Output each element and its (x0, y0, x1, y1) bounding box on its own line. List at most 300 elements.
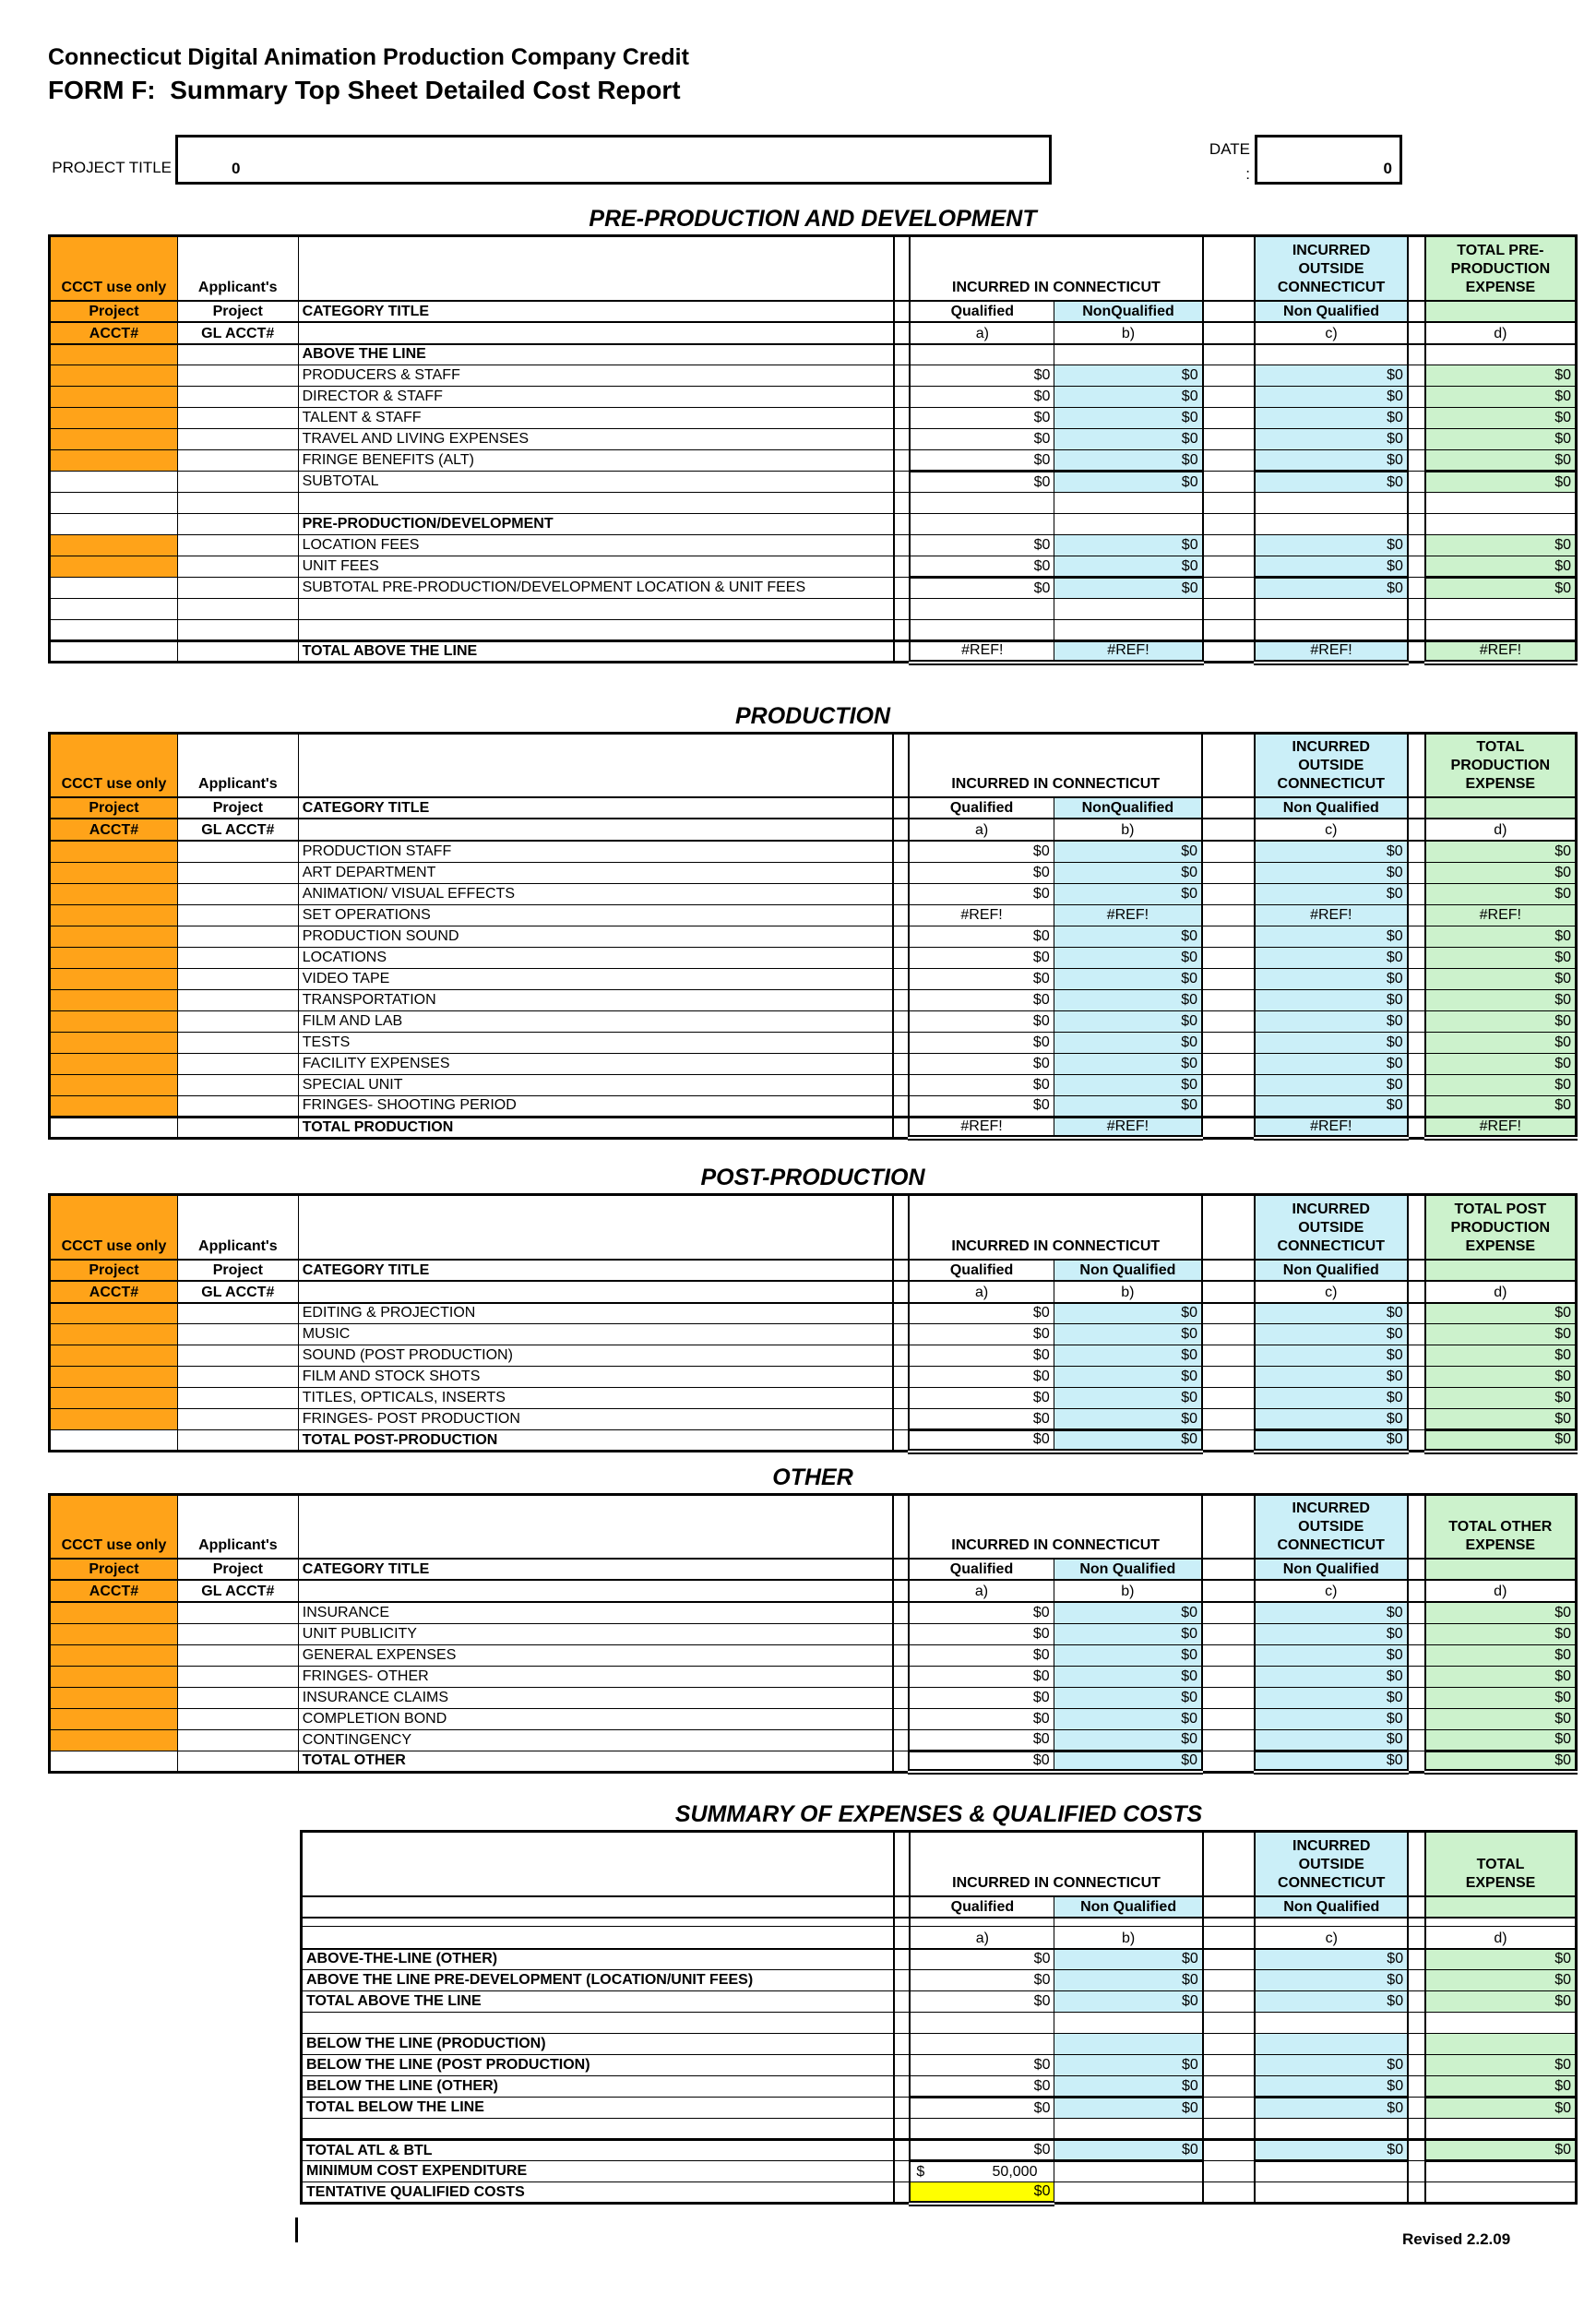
cell-outside-ct[interactable]: $0 (1255, 1666, 1408, 1687)
cell-total[interactable]: $0 (1425, 387, 1577, 408)
cell-total[interactable]: $0 (1425, 1053, 1577, 1074)
cell-qualified[interactable]: $0 (910, 1991, 1054, 2013)
gl-acct-cell[interactable] (177, 1324, 298, 1345)
cell-outside-ct[interactable]: $0 (1255, 1991, 1408, 2013)
gl-acct-cell[interactable] (177, 1644, 298, 1666)
ccct-acct-cell[interactable] (50, 599, 178, 620)
cell-outside-ct[interactable]: $0 (1255, 1409, 1408, 1430)
ccct-acct-cell[interactable] (50, 344, 178, 365)
cell-total[interactable]: $0 (1425, 1729, 1577, 1751)
cell-nonqualified-in[interactable] (1054, 2161, 1203, 2182)
cell-qualified[interactable]: $0 (909, 1010, 1054, 1032)
cell-nonqualified-in[interactable]: $0 (1054, 408, 1203, 429)
cell-qualified[interactable]: $0 (910, 2182, 1054, 2204)
cell-qualified[interactable]: $0 (909, 1032, 1054, 1053)
cell-nonqualified-in[interactable]: $0 (1054, 365, 1203, 387)
cell-outside-ct[interactable]: $0 (1255, 989, 1408, 1010)
cell-nonqualified-in[interactable]: $0 (1054, 1095, 1202, 1117)
cell-total[interactable]: $0 (1425, 1991, 1576, 2013)
ccct-acct-cell[interactable] (50, 926, 178, 947)
gl-acct-cell[interactable] (177, 472, 298, 493)
cell-qualified[interactable]: $0 (910, 450, 1054, 472)
cell-nonqualified-in[interactable]: $0 (1054, 472, 1203, 493)
gl-acct-cell[interactable] (177, 1053, 298, 1074)
ccct-acct-cell[interactable] (50, 1367, 178, 1388)
cell-total[interactable]: $0 (1425, 1949, 1576, 1970)
cell-qualified[interactable]: $0 (909, 1053, 1054, 1074)
cell-nonqualified-in[interactable]: $0 (1054, 926, 1202, 947)
gl-acct-cell[interactable] (177, 1729, 298, 1751)
cell-outside-ct[interactable]: $0 (1255, 1053, 1408, 1074)
gl-acct-cell[interactable] (177, 1117, 298, 1138)
cell-outside-ct[interactable]: $0 (1255, 1430, 1408, 1452)
ccct-acct-cell[interactable] (50, 1409, 178, 1430)
cell-qualified[interactable]: $0 (910, 1949, 1054, 1970)
cell-nonqualified-in[interactable]: $0 (1054, 1666, 1202, 1687)
cell-total[interactable]: $0 (1425, 472, 1577, 493)
cell-qualified[interactable]: #REF! (909, 904, 1054, 926)
cell-qualified[interactable]: $0 (909, 841, 1054, 862)
cell-total[interactable]: $0 (1425, 1623, 1577, 1644)
gl-acct-cell[interactable] (177, 599, 298, 620)
cell-qualified[interactable]: $0 (909, 1303, 1054, 1324)
gl-acct-cell[interactable] (177, 450, 298, 472)
cell-outside-ct[interactable]: $0 (1255, 535, 1408, 556)
cell-qualified[interactable]: $0 (909, 1687, 1054, 1708)
cell-outside-ct[interactable] (1255, 493, 1408, 514)
cell-total[interactable] (1425, 2119, 1576, 2140)
cell-total[interactable]: $0 (1425, 1345, 1577, 1367)
cell-outside-ct[interactable]: $0 (1255, 450, 1408, 472)
gl-acct-cell[interactable] (177, 1303, 298, 1324)
cell-nonqualified-in[interactable]: $0 (1054, 1430, 1202, 1452)
cell-nonqualified-in[interactable]: $0 (1054, 2140, 1203, 2161)
cell-total[interactable] (1425, 493, 1577, 514)
cell-nonqualified-in[interactable]: $0 (1054, 2098, 1203, 2119)
cell-qualified[interactable]: $0 (909, 1666, 1054, 1687)
cell-outside-ct[interactable]: $0 (1255, 429, 1408, 450)
cell-outside-ct[interactable]: $0 (1255, 1032, 1408, 1053)
gl-acct-cell[interactable] (177, 1074, 298, 1095)
cell-nonqualified-in[interactable]: #REF! (1054, 1117, 1202, 1138)
cell-nonqualified-in[interactable]: $0 (1054, 1687, 1202, 1708)
cell-nonqualified-in[interactable]: $0 (1054, 2055, 1203, 2076)
ccct-acct-cell[interactable] (50, 1687, 178, 1708)
cell-qualified[interactable]: $0 (909, 1708, 1054, 1729)
cell-total[interactable]: $0 (1425, 1367, 1577, 1388)
gl-acct-cell[interactable] (177, 408, 298, 429)
cell-qualified[interactable]: $0 (909, 1074, 1054, 1095)
project-title-input[interactable] (175, 135, 1052, 185)
cell-outside-ct[interactable]: $0 (1255, 862, 1408, 883)
gl-acct-cell[interactable] (177, 1010, 298, 1032)
ccct-acct-cell[interactable] (50, 1430, 178, 1452)
gl-acct-cell[interactable] (177, 1388, 298, 1409)
ccct-acct-cell[interactable] (50, 1095, 178, 1117)
gl-acct-cell[interactable] (177, 365, 298, 387)
cell-nonqualified-in[interactable]: $0 (1054, 1388, 1202, 1409)
cell-outside-ct[interactable] (1255, 599, 1408, 620)
cell-nonqualified-in[interactable]: $0 (1054, 841, 1202, 862)
ccct-acct-cell[interactable] (50, 947, 178, 968)
cell-qualified[interactable] (910, 2161, 1054, 2182)
gl-acct-cell[interactable] (177, 556, 298, 578)
cell-qualified[interactable]: $0 (910, 472, 1054, 493)
cell-qualified[interactable] (910, 599, 1054, 620)
ccct-acct-cell[interactable] (50, 1751, 178, 1772)
ccct-acct-cell[interactable] (50, 841, 178, 862)
cell-total[interactable]: $0 (1425, 1303, 1577, 1324)
ccct-acct-cell[interactable] (50, 883, 178, 904)
cell-total[interactable]: $0 (1425, 1095, 1577, 1117)
cell-nonqualified-in[interactable] (1054, 2013, 1203, 2034)
gl-acct-cell[interactable] (177, 1602, 298, 1623)
gl-acct-cell[interactable] (177, 1367, 298, 1388)
cell-total[interactable]: $0 (1425, 2055, 1576, 2076)
cell-outside-ct[interactable]: $0 (1255, 947, 1408, 968)
cell-total[interactable]: $0 (1425, 556, 1577, 578)
cell-nonqualified-in[interactable]: $0 (1054, 862, 1202, 883)
gl-acct-cell[interactable] (177, 1430, 298, 1452)
cell-qualified[interactable] (910, 2013, 1054, 2034)
cell-nonqualified-in[interactable]: $0 (1054, 1644, 1202, 1666)
ccct-acct-cell[interactable] (50, 641, 178, 663)
cell-outside-ct[interactable]: $0 (1255, 1388, 1408, 1409)
cell-qualified[interactable]: $0 (910, 578, 1054, 599)
cell-qualified[interactable]: $0 (909, 1324, 1054, 1345)
ccct-acct-cell[interactable] (50, 1666, 178, 1687)
cell-qualified[interactable]: $0 (909, 1644, 1054, 1666)
cell-outside-ct[interactable]: $0 (1255, 1729, 1408, 1751)
ccct-acct-cell[interactable] (50, 1303, 178, 1324)
cell-total[interactable]: $0 (1425, 1666, 1577, 1687)
gl-acct-cell[interactable] (177, 493, 298, 514)
cell-nonqualified-in[interactable]: $0 (1054, 556, 1203, 578)
cell-outside-ct[interactable]: $0 (1255, 1708, 1408, 1729)
cell-outside-ct[interactable] (1255, 2034, 1408, 2055)
cell-qualified[interactable]: $0 (909, 989, 1054, 1010)
cell-qualified[interactable]: $0 (910, 2098, 1054, 2119)
cell-outside-ct[interactable]: $0 (1255, 1751, 1408, 1772)
gl-acct-cell[interactable] (177, 429, 298, 450)
cell-nonqualified-in[interactable]: #REF! (1054, 641, 1203, 663)
cell-qualified[interactable]: $0 (909, 1430, 1054, 1452)
cell-total[interactable]: $0 (1425, 1970, 1576, 1991)
cell-outside-ct[interactable]: $0 (1255, 387, 1408, 408)
ccct-acct-cell[interactable] (50, 450, 178, 472)
cell-qualified[interactable]: $0 (909, 1095, 1054, 1117)
cell-nonqualified-in[interactable]: $0 (1054, 1602, 1202, 1623)
gl-acct-cell[interactable] (177, 968, 298, 989)
cell-nonqualified-in[interactable]: $0 (1054, 989, 1202, 1010)
cell-qualified[interactable] (910, 514, 1054, 535)
cell-total[interactable] (1425, 620, 1577, 641)
cell-outside-ct[interactable] (1255, 620, 1408, 641)
cell-outside-ct[interactable]: $0 (1255, 2055, 1408, 2076)
cell-total[interactable] (1425, 344, 1577, 365)
cell-outside-ct[interactable]: $0 (1255, 1602, 1408, 1623)
cell-qualified[interactable] (910, 2034, 1054, 2055)
ccct-acct-cell[interactable] (50, 1623, 178, 1644)
ccct-acct-cell[interactable] (50, 620, 178, 641)
cell-qualified[interactable]: $0 (909, 883, 1054, 904)
cell-outside-ct[interactable]: #REF! (1255, 1117, 1408, 1138)
cell-outside-ct[interactable]: $0 (1255, 1010, 1408, 1032)
cell-total[interactable]: $0 (1425, 1602, 1577, 1623)
cell-nonqualified-in[interactable]: $0 (1054, 1751, 1202, 1772)
gl-acct-cell[interactable] (177, 841, 298, 862)
cell-total[interactable] (1425, 2182, 1576, 2204)
cell-nonqualified-in[interactable] (1054, 620, 1203, 641)
cell-nonqualified-in[interactable]: $0 (1054, 578, 1203, 599)
cell-qualified[interactable]: $0 (910, 429, 1054, 450)
cell-total[interactable]: $0 (1425, 862, 1577, 883)
cell-total[interactable]: $0 (1425, 1388, 1577, 1409)
cell-total[interactable]: $0 (1425, 1751, 1577, 1772)
cell-nonqualified-in[interactable] (1054, 514, 1203, 535)
cell-total[interactable]: #REF! (1425, 1117, 1577, 1138)
cell-total[interactable]: $0 (1425, 1074, 1577, 1095)
cell-qualified[interactable]: #REF! (909, 1117, 1054, 1138)
gl-acct-cell[interactable] (177, 1751, 298, 1772)
date-input[interactable] (1255, 135, 1402, 185)
ccct-acct-cell[interactable] (50, 904, 178, 926)
cell-qualified[interactable]: $0 (909, 1751, 1054, 1772)
cell-qualified[interactable]: $0 (909, 968, 1054, 989)
cell-qualified[interactable]: $0 (909, 1602, 1054, 1623)
ccct-acct-cell[interactable] (50, 1117, 178, 1138)
cell-outside-ct[interactable] (1255, 2161, 1408, 2182)
cell-qualified[interactable]: #REF! (910, 641, 1054, 663)
cell-total[interactable]: $0 (1425, 883, 1577, 904)
cell-qualified[interactable] (910, 2119, 1054, 2140)
cell-qualified[interactable]: $0 (910, 387, 1054, 408)
cell-outside-ct[interactable] (1255, 2119, 1408, 2140)
ccct-acct-cell[interactable] (50, 387, 178, 408)
ccct-acct-cell[interactable] (50, 862, 178, 883)
cell-total[interactable]: $0 (1425, 2098, 1576, 2119)
cell-outside-ct[interactable] (1255, 344, 1408, 365)
cell-total[interactable] (1425, 2161, 1576, 2182)
cell-nonqualified-in[interactable]: $0 (1054, 1010, 1202, 1032)
gl-acct-cell[interactable] (177, 1095, 298, 1117)
cell-nonqualified-in[interactable]: $0 (1054, 535, 1203, 556)
cell-outside-ct[interactable]: $0 (1255, 1367, 1408, 1388)
cell-outside-ct[interactable]: $0 (1255, 556, 1408, 578)
cell-qualified[interactable]: $0 (909, 1367, 1054, 1388)
cell-total[interactable]: $0 (1425, 1409, 1577, 1430)
cell-nonqualified-in[interactable]: $0 (1054, 387, 1203, 408)
ccct-acct-cell[interactable] (50, 1644, 178, 1666)
gl-acct-cell[interactable] (177, 989, 298, 1010)
cell-total[interactable]: $0 (1425, 1010, 1577, 1032)
cell-qualified[interactable]: $0 (910, 1970, 1054, 1991)
cell-nonqualified-in[interactable]: $0 (1054, 1409, 1202, 1430)
cell-total[interactable]: $0 (1425, 1687, 1577, 1708)
cell-outside-ct[interactable]: $0 (1255, 2140, 1408, 2161)
cell-total[interactable] (1425, 514, 1577, 535)
cell-qualified[interactable]: $0 (909, 1623, 1054, 1644)
cell-nonqualified-in[interactable]: $0 (1054, 429, 1203, 450)
ccct-acct-cell[interactable] (50, 365, 178, 387)
cell-nonqualified-in[interactable]: $0 (1054, 1991, 1203, 2013)
cell-total[interactable]: #REF! (1425, 904, 1577, 926)
cell-total[interactable]: $0 (1425, 1430, 1577, 1452)
cell-total[interactable] (1425, 2013, 1576, 2034)
cell-nonqualified-in[interactable]: $0 (1054, 883, 1202, 904)
cell-qualified[interactable]: $0 (909, 1729, 1054, 1751)
cell-outside-ct[interactable] (1255, 2182, 1408, 2204)
cell-outside-ct[interactable] (1255, 2013, 1408, 2034)
cell-total[interactable]: $0 (1425, 2076, 1576, 2098)
cell-nonqualified-in[interactable] (1054, 599, 1203, 620)
cell-outside-ct[interactable]: $0 (1255, 1970, 1408, 1991)
ccct-acct-cell[interactable] (50, 535, 178, 556)
ccct-acct-cell[interactable] (50, 1602, 178, 1623)
gl-acct-cell[interactable] (177, 387, 298, 408)
cell-outside-ct[interactable]: $0 (1255, 1949, 1408, 1970)
ccct-acct-cell[interactable] (50, 1074, 178, 1095)
cell-total[interactable] (1425, 599, 1577, 620)
cell-nonqualified-in[interactable]: $0 (1054, 1074, 1202, 1095)
cell-nonqualified-in[interactable] (1054, 2182, 1203, 2204)
cell-outside-ct[interactable]: $0 (1255, 1644, 1408, 1666)
gl-acct-cell[interactable] (177, 947, 298, 968)
gl-acct-cell[interactable] (177, 883, 298, 904)
cell-nonqualified-in[interactable]: #REF! (1054, 904, 1202, 926)
cell-total[interactable]: #REF! (1425, 641, 1577, 663)
cell-qualified[interactable]: $0 (910, 408, 1054, 429)
ccct-acct-cell[interactable] (50, 578, 178, 599)
ccct-acct-cell[interactable] (50, 1708, 178, 1729)
cell-outside-ct[interactable]: $0 (1255, 841, 1408, 862)
cell-nonqualified-in[interactable]: $0 (1054, 947, 1202, 968)
cell-total[interactable]: $0 (1425, 1324, 1577, 1345)
cell-total[interactable]: $0 (1425, 1644, 1577, 1666)
cell-total[interactable]: $0 (1425, 989, 1577, 1010)
ccct-acct-cell[interactable] (50, 472, 178, 493)
cell-total[interactable]: $0 (1425, 947, 1577, 968)
cell-qualified[interactable]: $0 (909, 947, 1054, 968)
gl-acct-cell[interactable] (177, 904, 298, 926)
cell-qualified[interactable] (910, 493, 1054, 514)
ccct-acct-cell[interactable] (50, 493, 178, 514)
ccct-acct-cell[interactable] (50, 1345, 178, 1367)
cell-outside-ct[interactable]: $0 (1255, 1687, 1408, 1708)
gl-acct-cell[interactable] (177, 1708, 298, 1729)
gl-acct-cell[interactable] (177, 1345, 298, 1367)
cell-qualified[interactable]: $0 (909, 926, 1054, 947)
ccct-acct-cell[interactable] (50, 1010, 178, 1032)
ccct-acct-cell[interactable] (50, 1388, 178, 1409)
cell-nonqualified-in[interactable]: $0 (1054, 2076, 1203, 2098)
ccct-acct-cell[interactable] (50, 1053, 178, 1074)
cell-outside-ct[interactable]: #REF! (1255, 641, 1408, 663)
cell-outside-ct[interactable]: $0 (1255, 883, 1408, 904)
gl-acct-cell[interactable] (177, 1409, 298, 1430)
cell-outside-ct[interactable]: $0 (1255, 1324, 1408, 1345)
cell-outside-ct[interactable]: $0 (1255, 1074, 1408, 1095)
cell-nonqualified-in[interactable]: $0 (1054, 1345, 1202, 1367)
gl-acct-cell[interactable] (177, 862, 298, 883)
cell-total[interactable]: $0 (1425, 968, 1577, 989)
gl-acct-cell[interactable] (177, 1623, 298, 1644)
cell-qualified[interactable]: $0 (909, 862, 1054, 883)
cell-total[interactable]: $0 (1425, 1032, 1577, 1053)
cell-total[interactable] (1425, 2034, 1576, 2055)
cell-outside-ct[interactable]: #REF! (1255, 904, 1408, 926)
cell-qualified[interactable]: $0 (909, 1388, 1054, 1409)
cell-qualified[interactable]: $0 (910, 2055, 1054, 2076)
cell-outside-ct[interactable]: $0 (1255, 968, 1408, 989)
cell-nonqualified-in[interactable]: $0 (1054, 1970, 1203, 1991)
cell-total[interactable]: $0 (1425, 535, 1577, 556)
ccct-acct-cell[interactable] (50, 556, 178, 578)
ccct-acct-cell[interactable] (50, 989, 178, 1010)
cell-outside-ct[interactable]: $0 (1255, 2098, 1408, 2119)
cell-outside-ct[interactable]: $0 (1255, 1303, 1408, 1324)
cell-nonqualified-in[interactable]: $0 (1054, 1729, 1202, 1751)
cell-qualified[interactable]: $0 (910, 556, 1054, 578)
cell-outside-ct[interactable]: $0 (1255, 1623, 1408, 1644)
cell-outside-ct[interactable]: $0 (1255, 408, 1408, 429)
cell-nonqualified-in[interactable]: $0 (1054, 1708, 1202, 1729)
cell-qualified[interactable] (910, 344, 1054, 365)
cell-outside-ct[interactable]: $0 (1255, 1345, 1408, 1367)
cell-nonqualified-in[interactable]: $0 (1054, 1949, 1203, 1970)
cell-outside-ct[interactable]: $0 (1255, 365, 1408, 387)
cell-total[interactable]: $0 (1425, 1708, 1577, 1729)
gl-acct-cell[interactable] (177, 1666, 298, 1687)
cell-nonqualified-in[interactable]: $0 (1054, 1303, 1202, 1324)
cell-outside-ct[interactable]: $0 (1255, 1095, 1408, 1117)
cell-total[interactable]: $0 (1425, 2140, 1576, 2161)
cell-qualified[interactable]: $0 (910, 365, 1054, 387)
gl-acct-cell[interactable] (177, 578, 298, 599)
cell-total[interactable]: $0 (1425, 450, 1577, 472)
cell-nonqualified-in[interactable] (1054, 493, 1203, 514)
cell-total[interactable]: $0 (1425, 429, 1577, 450)
cell-nonqualified-in[interactable]: $0 (1054, 1623, 1202, 1644)
gl-acct-cell[interactable] (177, 514, 298, 535)
gl-acct-cell[interactable] (177, 344, 298, 365)
cell-qualified[interactable]: $0 (910, 2076, 1054, 2098)
cell-total[interactable]: $0 (1425, 841, 1577, 862)
gl-acct-cell[interactable] (177, 535, 298, 556)
gl-acct-cell[interactable] (177, 620, 298, 641)
ccct-acct-cell[interactable] (50, 1324, 178, 1345)
gl-acct-cell[interactable] (177, 1687, 298, 1708)
cell-nonqualified-in[interactable]: $0 (1054, 1367, 1202, 1388)
cell-qualified[interactable]: $0 (910, 2140, 1054, 2161)
cell-nonqualified-in[interactable]: $0 (1054, 1324, 1202, 1345)
ccct-acct-cell[interactable] (50, 1729, 178, 1751)
gl-acct-cell[interactable] (177, 1032, 298, 1053)
ccct-acct-cell[interactable] (50, 408, 178, 429)
ccct-acct-cell[interactable] (50, 968, 178, 989)
cell-total[interactable]: $0 (1425, 926, 1577, 947)
ccct-acct-cell[interactable] (50, 514, 178, 535)
ccct-acct-cell[interactable] (50, 1032, 178, 1053)
ccct-acct-cell[interactable] (50, 429, 178, 450)
cell-nonqualified-in[interactable] (1054, 344, 1203, 365)
cell-total[interactable]: $0 (1425, 365, 1577, 387)
cell-outside-ct[interactable] (1255, 514, 1408, 535)
cell-outside-ct[interactable]: $0 (1255, 472, 1408, 493)
cell-outside-ct[interactable]: $0 (1255, 578, 1408, 599)
cell-qualified[interactable]: $0 (910, 535, 1054, 556)
cell-qualified[interactable] (910, 620, 1054, 641)
